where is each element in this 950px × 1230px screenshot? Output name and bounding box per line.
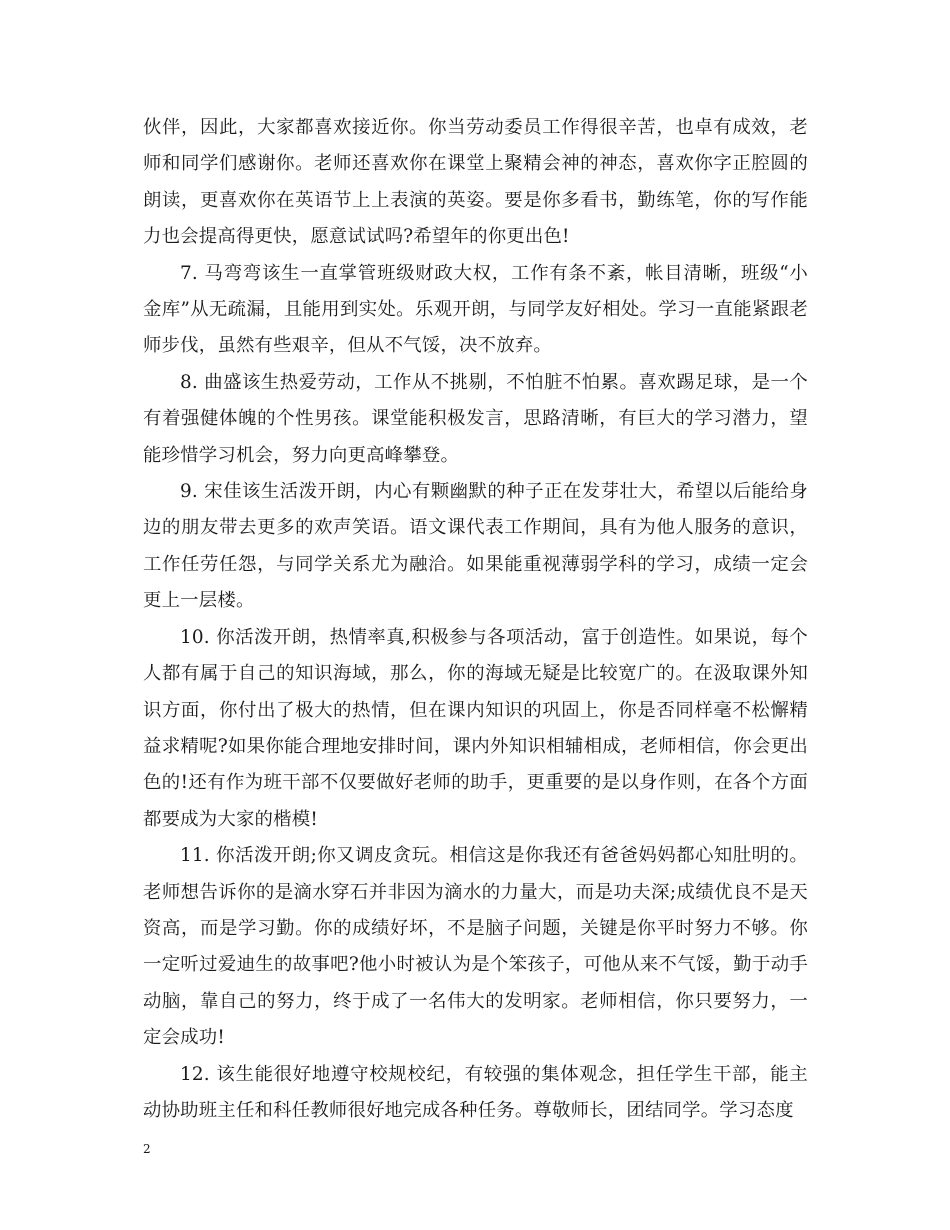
paragraph-comment-9: 9. 宋佳该生活泼开朗，内心有颗幽默的种子正在发芽壮大，希望以后能给身边的朋友带去更多的欢声笑语。语文课代表工作期间，具有为他人服务的意识，工作任劳任怨，与同学关系尤为融洽。如果能重视薄弱学科的学习，成绩一定会更上一层楼。: [143, 481, 808, 612]
paragraph-comment-8: 8. 曲盛该生热爱劳动，工作从不挑剔，不怕脏不怕累。喜欢踢足球，是一个有着强健体魄的个性男孩。课堂能积极发言，思路清晰，有巨大的学习潜力，望能珍惜学习机会，努力向更高峰攀登。: [143, 371, 808, 466]
paragraph-comment-7: 7. 马弯弯该生一直掌管班级财政大权，工作有条不紊，帐目清晰，班级“小金库”从无疏漏，且能用到实处。乐观开朗，与同学友好相处。学习一直能紧跟老师步伐，虽然有些艰辛，但从不气馁，决不放弃。: [143, 262, 808, 357]
paragraph-comment-12: 12. 该生能很好地遵守校规校纪，有较强的集体观念，担任学生干部，能主动协助班主任和科任教师很好地完成各种任务。尊敬师长，团结同学。学习态度: [143, 1063, 808, 1121]
paragraph-continuation: 伙伴，因此，大家都喜欢接近你。你当劳动委员工作得很辛苦，也卓有成效，老师和同学们感谢你。老师还喜欢你在课堂上聚精会神的神态，喜欢你字正腔圆的朗读，更喜欢你在英语节上上表演的英姿。要是你多看书，勤练笔，你的写作能力也会提高得更快，愿意试试吗?希望年的你更出色!: [143, 117, 808, 248]
paragraph-comment-10: 10. 你活泼开朗，热情率真,积极参与各项活动，富于创造性。如果说，每个人都有属于自己的知识海域，那么，你的海域无疑是比较宽广的。在汲取课外知识方面，你付出了极大的热情，但在课内知识的巩固上，你是否同样毫不松懈精益求精呢?如果你能合理地安排时间，课内外知识相辅相成，老师相信，你会更出色的!还有作为班干部不仅要做好老师的助手，更重要的是以身作则，在各个方面都要成为大家的楷模!: [143, 626, 808, 830]
document-body: [143, 110, 808, 1129]
page-number: 2: [143, 1142, 151, 1156]
paragraph-comment-11: 11. 你活泼开朗;你又调皮贪玩。相信这是你我还有爸爸妈妈都心知肚明的。老师想告诉你的是滴水穿石并非因为滴水的力量大，而是功夫深;成绩优良不是天资高，而是学习勤。你的成绩好坏，不是脑子问题，关键是你平时努力不够。你一定听过爱迪生的故事吧?他小时被认为是个笨孩子，可他从来不气馁，勤于动手动脑，靠自己的努力，终于成了一名伟大的发明家。老师相信，你只要努力，一定会成功!: [143, 845, 808, 1049]
